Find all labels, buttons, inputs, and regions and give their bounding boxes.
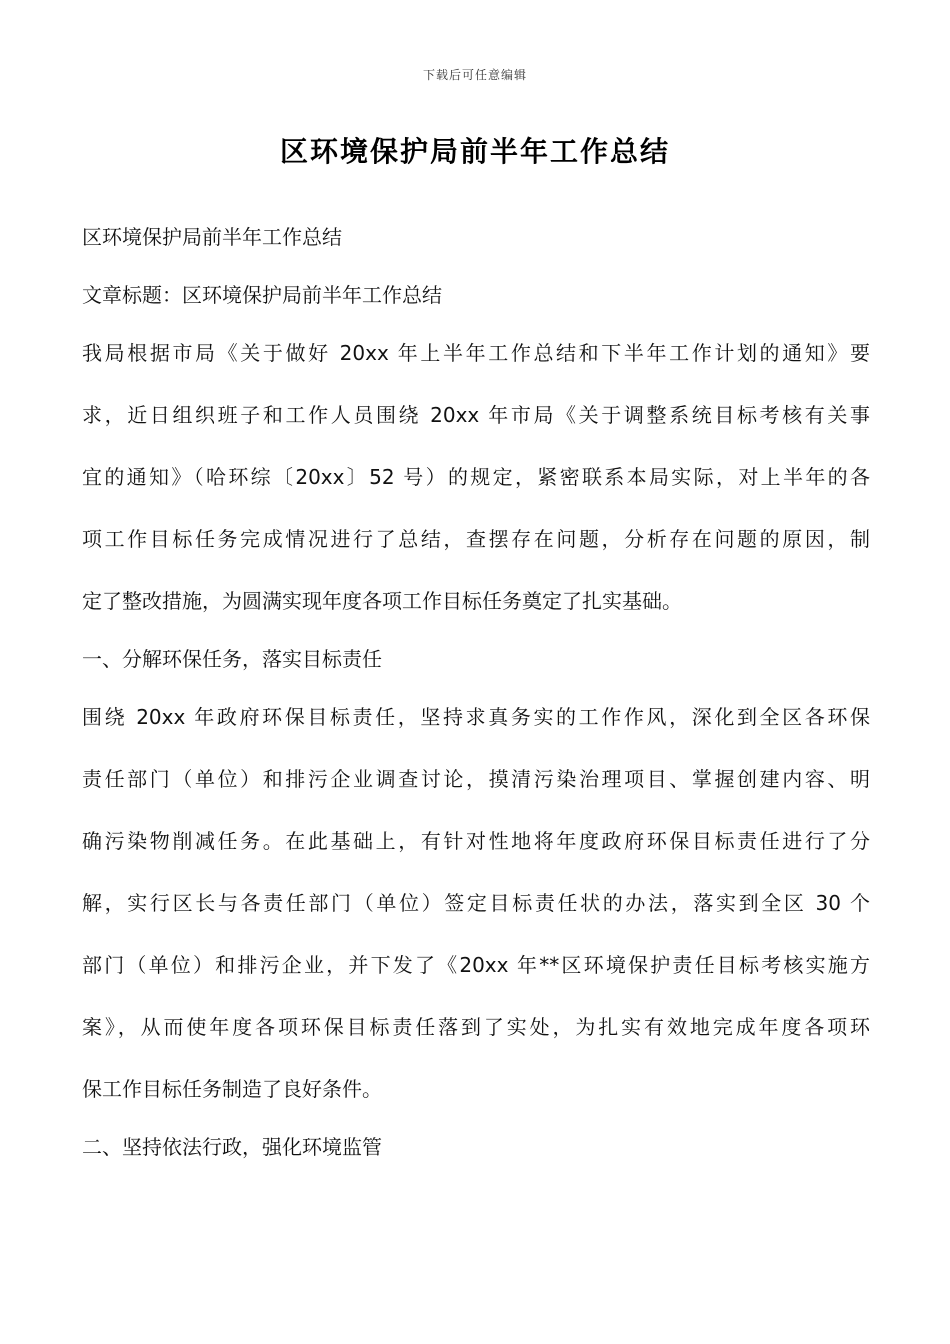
paragraph-line: 围绕 20xx 年政府环保目标责任，坚持求真务实的工作作风，深化到全区各环保 xyxy=(82,705,870,729)
paragraph-line: 定了整改措施，为圆满实现年度各项工作目标任务奠定了扎实基础。 xyxy=(82,589,682,613)
header-note: 下载后可任意编辑 xyxy=(422,68,527,82)
paragraph-section-1 xyxy=(82,702,870,1104)
paragraph-line: 确污染物削减任务。在此基础上，有针对性地将年度政府环保目标责任进行了分 xyxy=(82,829,870,853)
paragraph-line: 宜的通知》（哈环综〔20xx〕52 号）的规定，紧密联系本局实际，对上半年的各 xyxy=(82,465,870,489)
document-title: 区环境保护局前半年工作总结 xyxy=(279,135,670,168)
document-body xyxy=(82,222,870,1190)
paragraph-line: 求，近日组织班子和工作人员围绕 20xx 年市局《关于调整系统目标考核有关事 xyxy=(82,403,870,427)
section-heading-1: 一、分解环保任务，落实目标责任 xyxy=(82,647,382,671)
paragraph-line: 我局根据市局《关于做好 20xx 年上半年工作总结和下半年工作计划的通知》要 xyxy=(82,341,870,365)
paragraph-line: 保工作目标任务制造了良好条件。 xyxy=(82,1077,382,1101)
subtitle-line: 区环境保护局前半年工作总结 xyxy=(82,225,342,249)
article-title-line: 文章标题：区环境保护局前半年工作总结 xyxy=(82,283,442,307)
paragraph-line: 责任部门（单位）和排污企业调查讨论，摸清污染治理项目、掌握创建内容、明 xyxy=(82,767,870,791)
paragraph-line: 解，实行区长与各责任部门（单位）签定目标责任状的办法，落实到全区 30 个 xyxy=(82,891,870,915)
paragraph-line: 案》，从而使年度各项环保目标责任落到了实处，为扎实有效地完成年度各项环 xyxy=(82,1015,870,1039)
section-heading-2: 二、坚持依法行政，强化环境监管 xyxy=(82,1135,382,1159)
paragraph-line: 部门（单位）和排污企业，并下发了《20xx 年**区环境保护责任目标考核实施方 xyxy=(82,953,870,977)
paragraph-intro xyxy=(82,338,870,616)
paragraph-line: 项工作目标任务完成情况进行了总结，查摆存在问题，分析存在问题的原因，制 xyxy=(82,527,870,551)
